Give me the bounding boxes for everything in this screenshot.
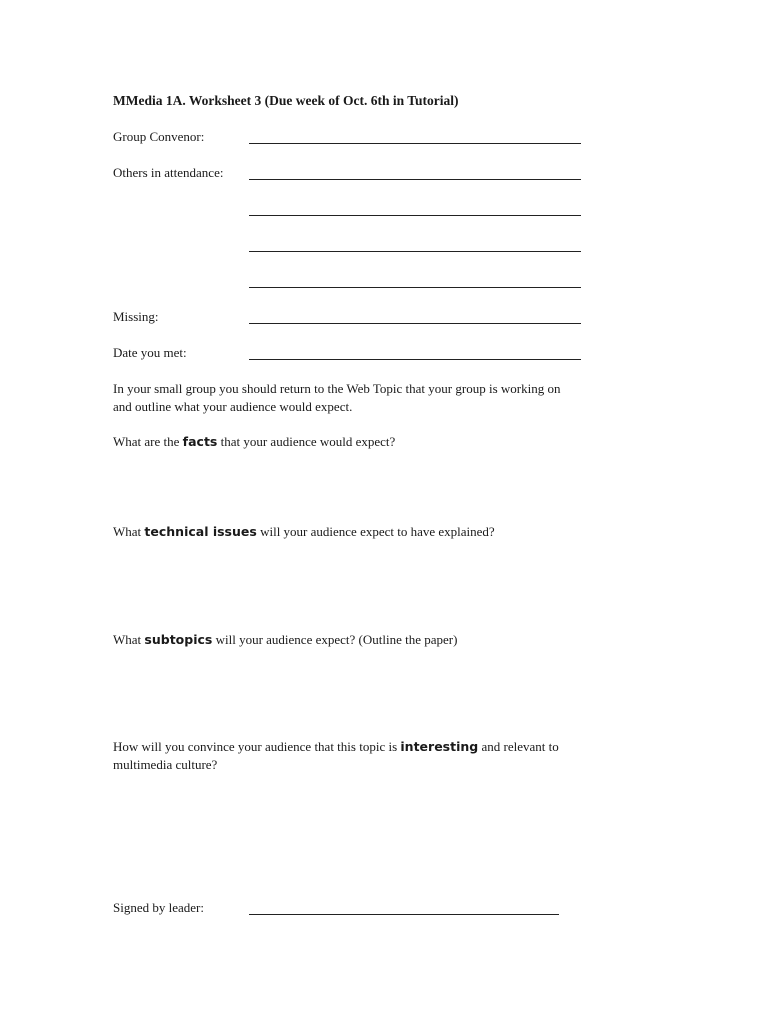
group-convenor-label: Group Convenor: — [113, 129, 205, 144]
question-text: will your audience expect? (Outline the paper) — [212, 632, 458, 647]
intro-line-2: and outline what your audience would expect. — [113, 399, 353, 414]
question-text: What are the — [113, 434, 183, 449]
question-interesting — [113, 738, 653, 774]
question-text: What — [113, 524, 145, 539]
attendee-field-1[interactable] — [249, 179, 581, 180]
question-text: and relevant to — [478, 739, 559, 754]
question-technical-issues — [113, 523, 653, 541]
question-text: What — [113, 632, 145, 647]
missing-field[interactable] — [249, 323, 581, 324]
date-met-label: Date you met: — [113, 345, 187, 360]
attendee-field-2[interactable] — [249, 215, 581, 216]
question-facts — [113, 433, 653, 451]
question-text: will your audience expect to have explained? — [256, 524, 495, 539]
question-emphasis: facts — [182, 434, 218, 449]
signed-by-leader-label: Signed by leader: — [113, 900, 204, 915]
question-text-line-2: multimedia culture? — [113, 757, 218, 772]
attendee-field-4[interactable] — [249, 287, 581, 288]
question-emphasis: interesting — [400, 739, 479, 754]
signature-field[interactable] — [249, 914, 559, 915]
group-convenor-field[interactable] — [249, 143, 581, 144]
question-subtopics — [113, 631, 653, 649]
question-emphasis: technical issues — [144, 524, 257, 539]
others-in-attendance-label: Others in attendance: — [113, 165, 224, 180]
question-emphasis: subtopics — [144, 632, 213, 647]
question-text: How will you convince your audience that this topic is — [113, 739, 401, 754]
intro-paragraph — [113, 380, 653, 416]
intro-line-1: In your small group you should return to the Web Topic that your group is working on — [113, 381, 561, 396]
missing-label: Missing: — [113, 309, 159, 324]
attendee-field-3[interactable] — [249, 251, 581, 252]
worksheet-title: MMedia 1A. Worksheet 3 (Due week of Oct. 6th in Tutorial) — [113, 93, 459, 108]
question-text: that your audience would expect? — [217, 434, 396, 449]
date-met-field[interactable] — [249, 359, 581, 360]
